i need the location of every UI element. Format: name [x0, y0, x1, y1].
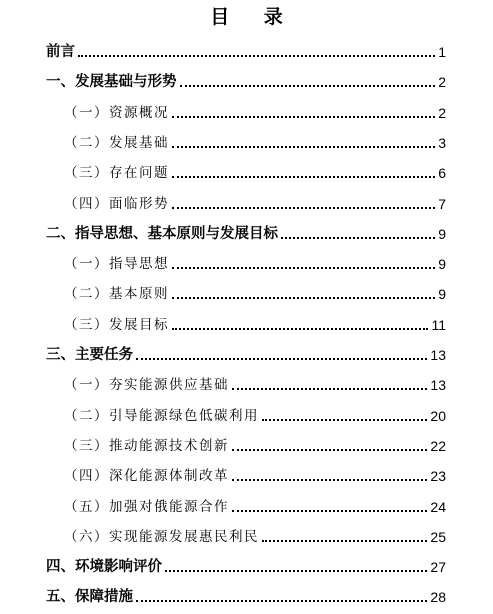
toc-entry-page: 20	[430, 407, 446, 424]
toc-entry-page: 2	[438, 104, 446, 121]
toc-dot-leader	[136, 358, 427, 360]
toc-entry-page: 3	[438, 134, 446, 151]
toc-dot-leader	[232, 479, 427, 481]
toc-entry[interactable]	[64, 368, 446, 394]
toc-entry-label: （一）夯实能源供应基础	[64, 377, 229, 394]
toc-dot-leader	[232, 449, 427, 451]
toc-dot-leader	[172, 146, 435, 148]
toc-entry-label: （五）加强对俄能源合作	[64, 498, 229, 515]
toc-entry-page: 25	[430, 528, 446, 545]
toc-entry[interactable]	[64, 459, 446, 485]
toc-entry-label: （三）存在问题	[64, 165, 169, 182]
toc-entry[interactable]	[64, 490, 446, 516]
toc-entry-label: （二）基本原则	[64, 286, 169, 303]
toc-entry-page: 13	[430, 377, 446, 394]
toc-dot-leader	[172, 176, 435, 178]
toc-entry-page: 9	[438, 256, 446, 273]
toc-entry-page: 9	[438, 225, 446, 242]
toc-dot-leader	[281, 237, 435, 239]
toc-entry[interactable]	[64, 126, 446, 152]
toc-entry-label: （三）发展目标	[64, 316, 169, 333]
toc-dot-leader	[262, 540, 427, 542]
toc-entry-label: （四）深化能源体制改革	[64, 468, 229, 485]
toc-entry-label: 四、环境影响评价	[46, 559, 162, 576]
toc-entry[interactable]	[46, 217, 446, 243]
toc-entry-label: （一）资源概况	[64, 104, 169, 121]
toc-entry-page: 11	[431, 316, 446, 333]
toc-entry[interactable]	[64, 187, 446, 213]
toc-entry-label: 一、发展基础与形势	[46, 74, 177, 91]
toc-dot-leader	[172, 297, 435, 299]
toc-entry-label: （六）实现能源发展惠民利民	[64, 528, 259, 545]
toc-dot-leader	[262, 419, 427, 421]
toc-entry-page: 7	[438, 195, 446, 212]
toc-entry-label: （二）引导能源绿色低碳利用	[64, 407, 259, 424]
toc-entry-label: （一）指导思想	[64, 256, 169, 273]
toc-entry[interactable]	[64, 96, 446, 122]
toc-entry[interactable]	[64, 156, 446, 182]
toc-entry[interactable]	[46, 338, 446, 364]
toc-entry-page: 23	[430, 468, 446, 485]
toc-dot-leader	[172, 207, 435, 209]
toc-entry-page: 9	[438, 286, 446, 303]
toc-entry-page: 28	[430, 589, 446, 606]
toc-entry[interactable]	[46, 550, 446, 576]
toc-dot-leader	[165, 570, 427, 572]
toc-entry[interactable]	[64, 520, 446, 546]
toc-entry-label: 前言	[46, 44, 75, 60]
toc-entry-page: 24	[430, 498, 446, 515]
toc-entry-page: 27	[430, 559, 446, 576]
toc-entry[interactable]	[46, 65, 446, 91]
toc-entry-page: 2	[438, 74, 446, 91]
toc-dot-leader	[172, 267, 435, 269]
toc-entry-label: 五、保障措施	[46, 589, 133, 606]
toc-entry[interactable]	[46, 580, 446, 606]
page-title: 目 录	[210, 6, 297, 28]
toc-entry[interactable]	[64, 277, 446, 303]
toc-entry-label: 二、指导思想、基本原则与发展目标	[46, 225, 278, 242]
toc-entry[interactable]	[64, 308, 446, 334]
toc-entry[interactable]	[64, 247, 446, 273]
toc-entry-page: 13	[430, 347, 446, 363]
toc-dot-leader	[232, 510, 427, 512]
toc-entry-label: 三、主要任务	[46, 347, 133, 363]
toc-dot-leader	[172, 328, 428, 330]
toc-entry[interactable]	[64, 429, 446, 455]
toc-entry[interactable]	[64, 399, 446, 425]
toc-entry[interactable]	[46, 35, 446, 61]
toc-entry-page: 1	[438, 44, 446, 60]
toc-entry-label: （四）面临形势	[64, 195, 169, 212]
toc-dot-leader	[136, 600, 427, 602]
toc-entry-page: 22	[430, 437, 446, 454]
toc-entry-label: （三）推动能源技术创新	[64, 437, 229, 454]
toc-dot-leader	[172, 116, 435, 118]
toc-dot-leader	[232, 388, 427, 390]
toc-entry-page: 6	[438, 165, 446, 182]
toc-dot-leader	[78, 55, 435, 57]
toc-entry-label: （二）发展基础	[64, 134, 169, 151]
toc-dot-leader	[180, 85, 436, 87]
